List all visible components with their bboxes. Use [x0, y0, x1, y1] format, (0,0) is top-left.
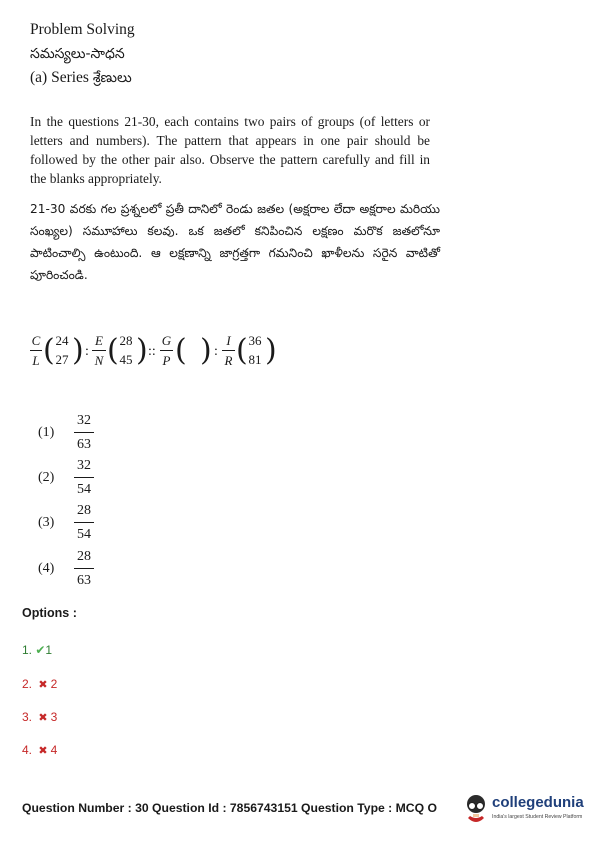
mascot-icon: [462, 792, 490, 826]
fraction-g-p: $\frac{G}{P}$: [161, 333, 172, 368]
colon: :: [85, 344, 89, 359]
colon: :: [214, 344, 218, 359]
fraction-28-45: 28 45: [119, 333, 133, 367]
subsection-title-telugu: శ్రేణులు: [92, 70, 132, 86]
section-title-telugu: సమస్యలు-సాధన: [30, 46, 125, 62]
paren-close: ): [72, 333, 84, 368]
option-1[interactable]: 1. ✔1: [22, 643, 53, 657]
paren-open: (: [107, 333, 119, 368]
fraction-i-r: $\frac{I}{R}$: [222, 334, 235, 368]
section-title: Problem Solving: [30, 21, 135, 38]
option-3[interactable]: 3. ✖ 3: [22, 710, 58, 724]
subsection-title: [30, 68, 132, 88]
subsection-title-english: (a) Series: [30, 69, 89, 86]
fraction-24-27: 24 27: [55, 333, 69, 367]
paren-open: (: [236, 333, 248, 368]
double-colon: ::: [148, 344, 156, 359]
collegedunia-logo[interactable]: [462, 792, 590, 828]
option-2[interactable]: 2. ✖ 2: [22, 677, 58, 691]
paren-close: ): [265, 333, 277, 368]
instructions-english: In the questions 21-30, each contains two pairs of groups (of letters or letters and numbers). The pattern that appears in one pair should be followed by the other pair also. Observe the pattern carefully and fill in the blanks appropriately.: [30, 114, 430, 186]
options-title: Options :: [22, 606, 77, 620]
paren-open: (: [175, 333, 187, 368]
option-4[interactable]: 4. ✖ 4: [22, 743, 58, 757]
logo-name: collegedunia: [492, 794, 584, 811]
question-meta: Question Number : 30 Question Id : 7856743151 Question Type : MCQ O: [22, 801, 437, 815]
question-formula: [30, 330, 330, 380]
fraction-e-n: $\frac{E}{N}$: [92, 334, 106, 368]
cross-icon: ✖: [38, 712, 48, 724]
paren-close-blank: ): [200, 333, 212, 368]
logo-tagline: India's largest Student Review Platform: [492, 814, 583, 820]
check-icon: ✔: [35, 643, 46, 657]
fraction-c-l: $\frac{C}{L}$: [31, 333, 41, 368]
cross-icon: ✖: [38, 679, 48, 691]
paren-close: ): [136, 333, 148, 368]
instructions-telugu: 21-30 వరకు గల ప్రశ్నలలో ప్రతీ దానిలో రెండు జతల (అక్షరాల లేదా అక్షరాల మరియు సంఖ్యల) సమూహాలు కలవు. ఒక జతలో కనిపించిన లక్షణం మరొక జతలోనూ పాటించాల్సి ఉంటుంది. ఆ లక్షణాన్ని జాగ్రత్తగా గమనించి ఖాళీలను సరైన వాటితో పూరించండి.: [30, 202, 440, 282]
fraction-36-81: 36 81: [248, 333, 262, 367]
paren-open: (: [43, 333, 55, 368]
cross-icon: ✖: [38, 745, 48, 757]
